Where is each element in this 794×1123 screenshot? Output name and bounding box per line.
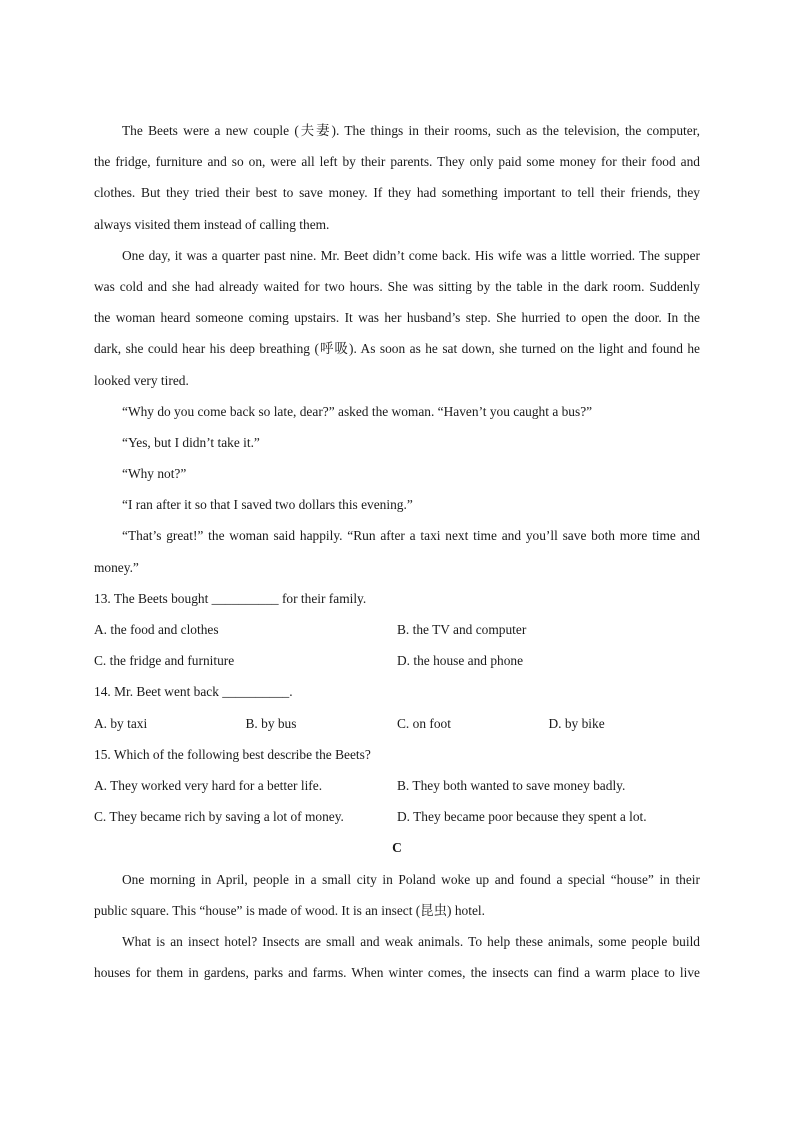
option-b: B. by bus [245,715,297,731]
question-14 [94,676,700,738]
option-b: B. They both wanted to save money badly. [397,777,626,793]
option-a: A. the food and clothes [94,622,219,637]
option-row [94,770,700,801]
question-stem: 13. The Beets bought __________ for their family. [94,590,367,606]
question-15 [94,739,700,833]
option-d: D. They became poor because they spent a lot. [397,809,647,825]
passage-line: looked very tired. [94,372,189,388]
document-page [94,115,700,988]
passage-line: “Why not?” [122,466,187,482]
section-heading: C [392,840,402,856]
passage-line: always visited them instead of calling them. [94,216,330,232]
option-a: A. by taxi [94,715,148,731]
option-c: C. on foot [397,715,451,731]
option-d: D. by bike [548,715,605,731]
passage-line: One morning in April, people in a small city in Poland woke up and found a special “house” in their [122,871,700,887]
option-row [94,801,700,832]
passage-line: The Beets were a new couple (夫妻). The things in their rooms, such as the television, the computer, [122,123,700,138]
option-row [94,614,700,645]
option-d: D. the house and phone [397,653,524,669]
option-row [94,645,700,676]
passage-line: clothes. But they tried their best to save money. If they had something important to tell their friends, they [94,185,700,201]
passage-line: What is an insect hotel? Insects are small and weak animals. To help these animals, some people build [122,933,700,949]
passage-line: dark, she could hear his deep breathing (呼吸). As soon as he sat down, she turned on the light and found he [94,341,700,357]
passage-b [94,115,700,583]
option-c: C. the fridge and furniture [94,653,235,669]
passage-c [94,864,700,989]
passage-line: “Yes, but I didn’t take it.” [122,434,260,450]
passage-line: houses for them in gardens, parks and farms. When winter comes, the insects can find a warm place to live [94,965,700,981]
passage-line: public square. This “house” is made of wood. It is an insect (昆虫) hotel. [94,902,485,918]
option-b: B. the TV and computer [397,622,527,637]
passage-line: was cold and she had already waited for two hours. She was sitting by the table in the dark room. Suddenly [94,278,700,294]
passage-line: “Why do you come back so late, dear?” asked the woman. “Haven’t you caught a bus?” [122,403,593,419]
passage-line: the fridge, furniture and so on, were all left by their parents. They only paid some money for their food and [94,154,700,170]
option-c: C. They became rich by saving a lot of money. [94,809,344,825]
question-stem: 15. Which of the following best describe the Beets? [94,746,371,762]
passage-line: money.” [94,559,139,575]
option-row [94,708,700,739]
option-a: A. They worked very hard for a better life. [94,777,323,793]
passage-line: One day, it was a quarter past nine. Mr. Beet didn’t come back. His wife was a little worried. The supper [122,247,700,263]
question-13 [94,583,700,677]
passage-line: “That’s great!” the woman said happily. “Run after a taxi next time and you’ll save both more time and [122,528,700,544]
passage-line: “I ran after it so that I saved two dollars this evening.” [122,497,413,513]
question-stem: 14. Mr. Beet went back __________. [94,684,293,700]
passage-line: the woman heard someone coming upstairs. It was her husband’s step. She hurried to open the door. In the [94,310,700,326]
